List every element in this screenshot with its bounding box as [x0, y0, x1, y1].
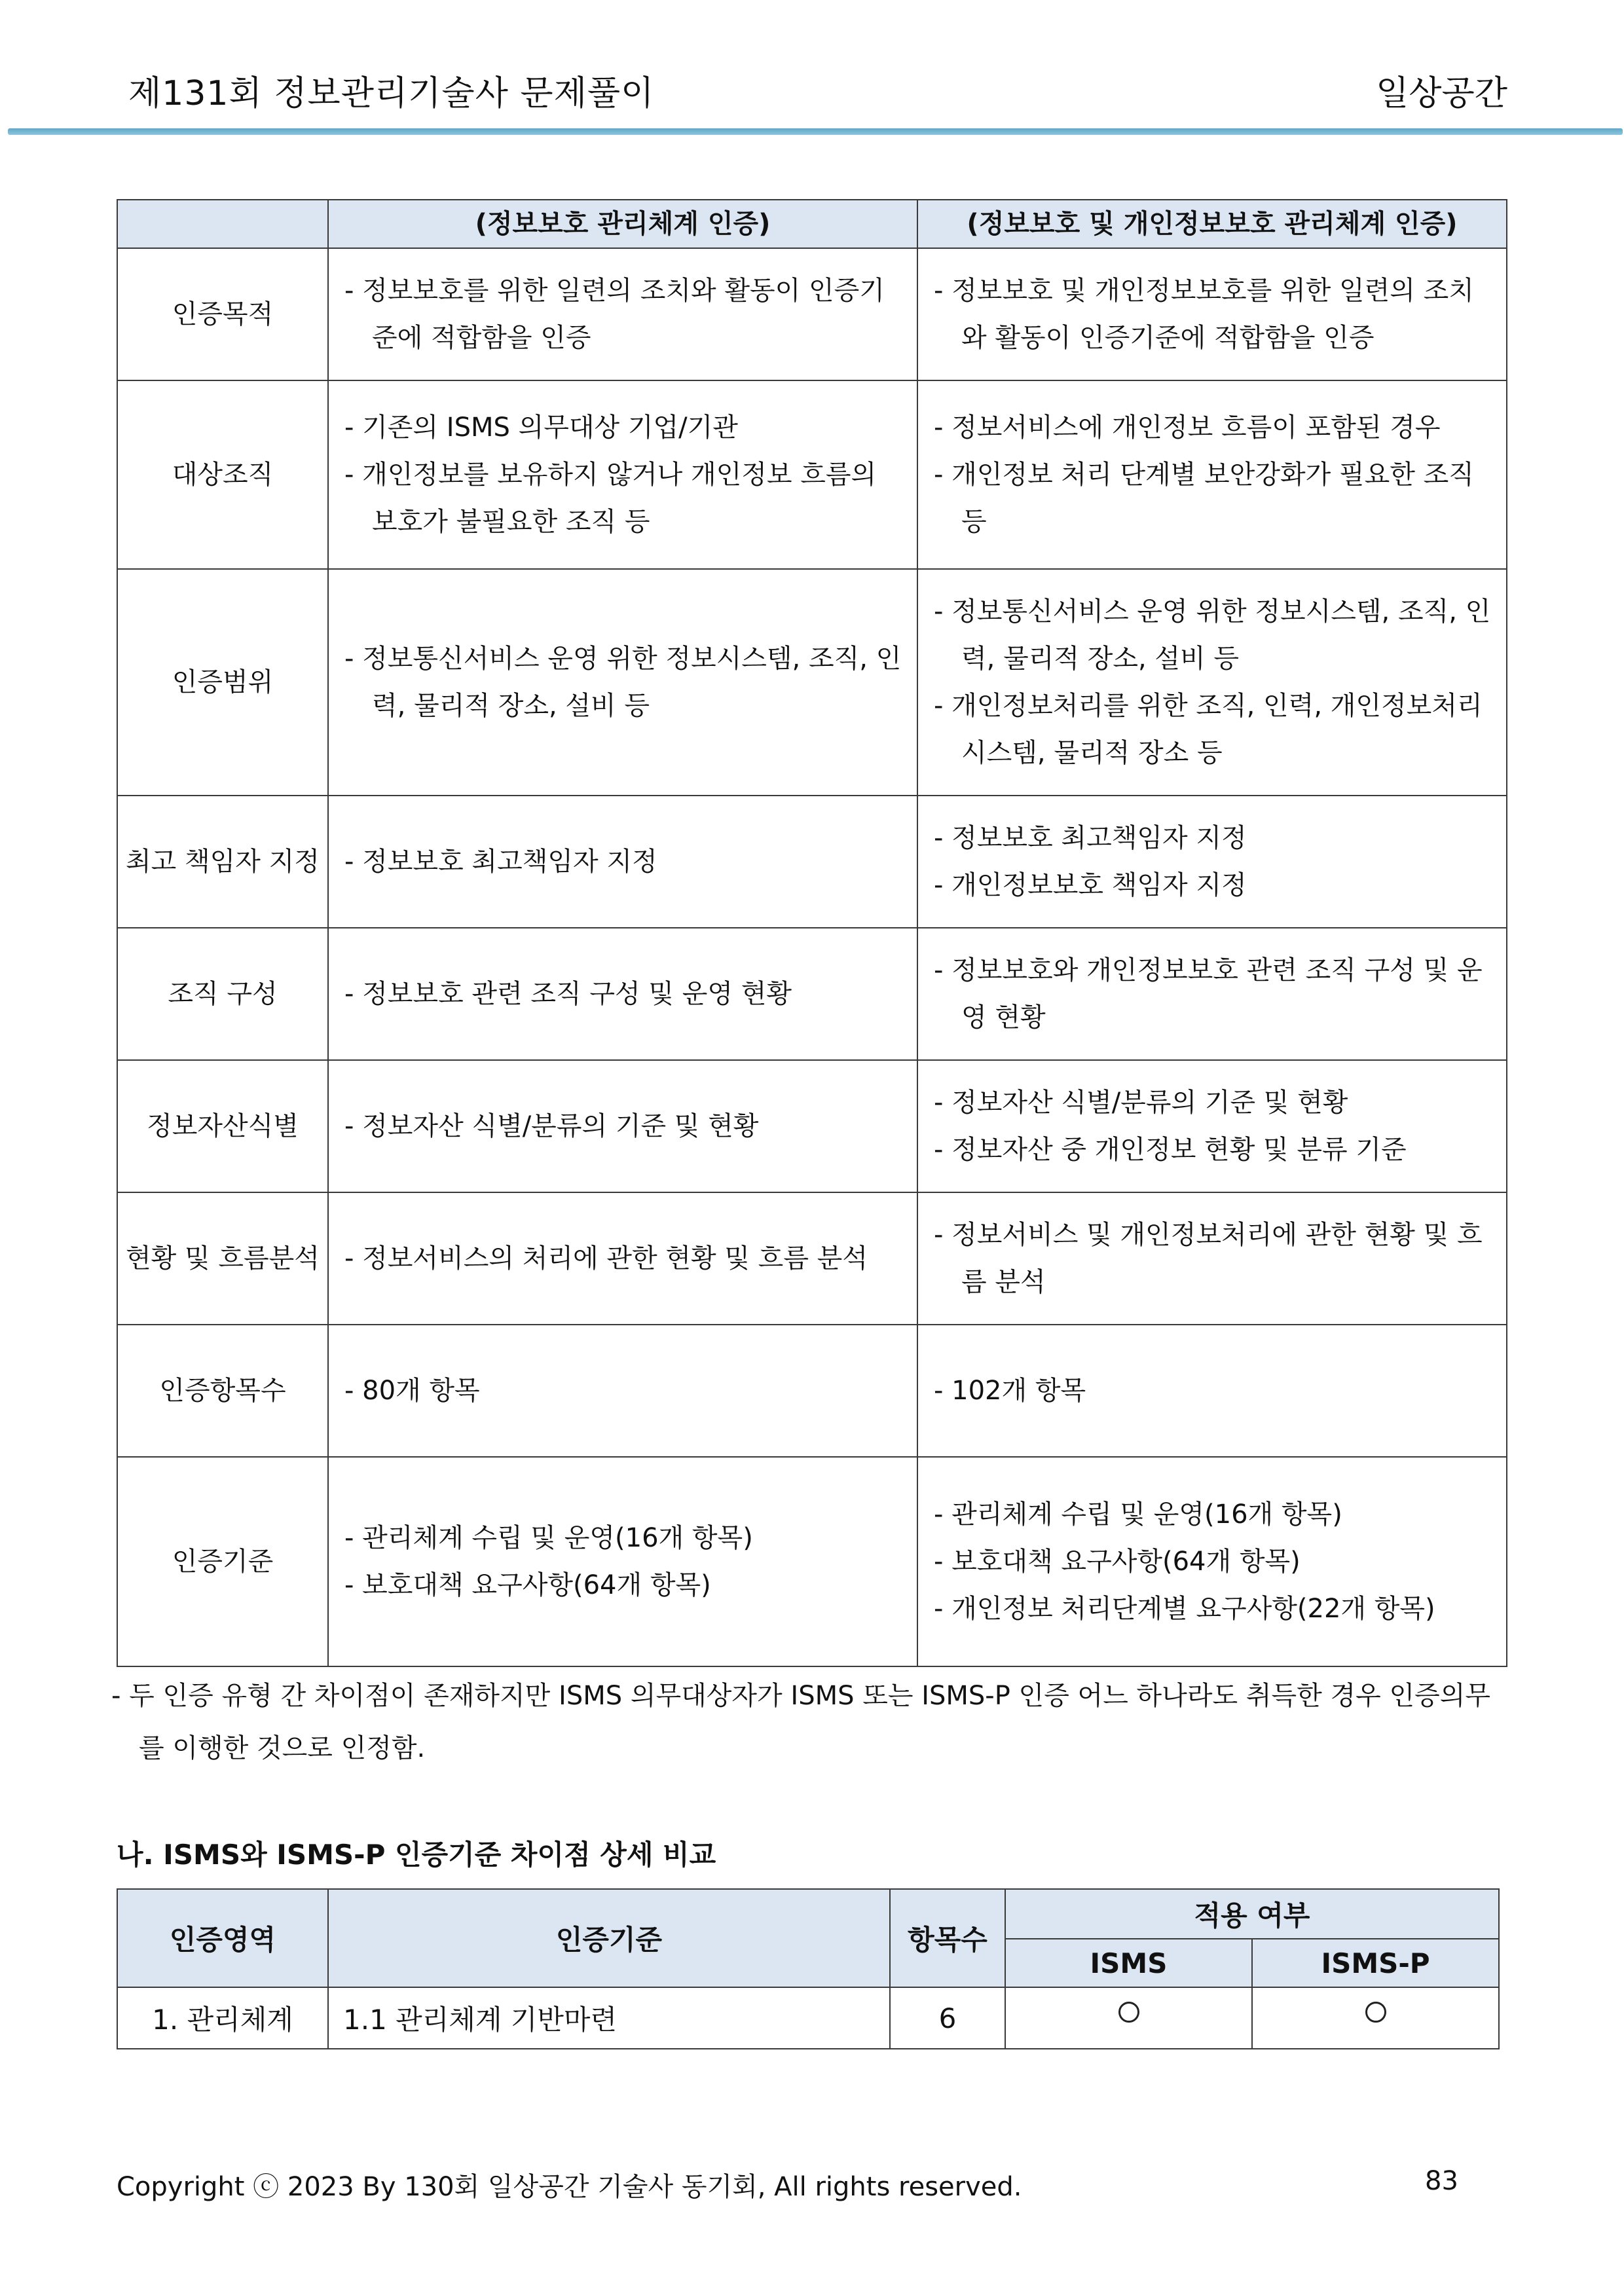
footer-page-number: 83 — [1425, 2166, 1458, 2196]
table-row — [117, 796, 1507, 928]
bullet-item: - 정보보호 최고책임자 지정 — [934, 823, 1247, 853]
isms-cell — [328, 248, 917, 380]
row-label: 조직 구성 — [117, 928, 328, 1060]
table-header-row — [117, 200, 1507, 248]
row-label: 인증목적 — [117, 248, 328, 380]
row-label: 대상조직 — [117, 380, 328, 569]
bullet-item: - 정보보호를 위한 일련의 조치와 활동이 인증기준에 적합함을 인증 — [344, 276, 885, 353]
ismsp-cell — [917, 248, 1507, 380]
bullet-item: - 관리체계 수립 및 운영(16개 항목) — [344, 1523, 753, 1553]
ismsp-cell — [917, 1325, 1507, 1457]
footer-copyright: Copyright ⓒ 2023 By 130회 일상공간 기술사 동기회, All rights reserved. — [117, 2172, 1022, 2202]
ismsp-cell — [917, 1192, 1507, 1325]
std-header-count: 항목수 — [890, 1889, 1005, 1987]
table-row — [117, 1325, 1507, 1457]
bullet-item: - 정보통신서비스 운영 위한 정보시스템, 조직, 인력, 물리적 장소, 설비 등 — [934, 597, 1491, 674]
std-isms-applies-cell — [1005, 1987, 1252, 2049]
std-header-isms: ISMS — [1005, 1939, 1252, 1987]
table-row — [117, 569, 1507, 796]
applies-circle-icon — [1365, 2002, 1386, 2023]
std-header-row-1 — [117, 1889, 1499, 1939]
std-header-applies: 적용 여부 — [1005, 1889, 1499, 1939]
ismsp-cell — [917, 796, 1507, 928]
row-label: 인증범위 — [117, 569, 328, 796]
std-area-cell: 1. 관리체계 — [117, 1987, 328, 2049]
table-row — [117, 380, 1507, 569]
bullet-item: - 정보자산 식별/분류의 기준 및 현황 — [344, 1111, 759, 1141]
std-header-area: 인증영역 — [117, 1889, 328, 1987]
header-divider — [8, 128, 1623, 135]
isms-comparison-table — [117, 199, 1507, 1667]
bullet-item: - 정보서비스에 개인정보 흐름이 포함된 경우 — [934, 413, 1441, 443]
isms-cell — [328, 1457, 917, 1666]
bullet-item: - 개인정보 처리단계별 요구사항(22개 항목) — [934, 1594, 1435, 1624]
bullet-item: - 정보보호 관련 조직 구성 및 운영 현황 — [344, 979, 792, 1009]
std-count-cell: 6 — [890, 1987, 1005, 2049]
section-title: 나. ISMS와 ISMS-P 인증기준 차이점 상세 비교 — [117, 1839, 716, 1871]
isms-cell — [328, 796, 917, 928]
std-header-ismsp: ISMS-P — [1252, 1939, 1499, 1987]
table-row — [117, 1192, 1507, 1325]
bullet-item: - 정보자산 중 개인정보 현황 및 분류 기준 — [934, 1135, 1407, 1165]
bullet-item: - 80개 항목 — [344, 1376, 480, 1406]
isms-cell — [328, 1060, 917, 1192]
row-label: 정보자산식별 — [117, 1060, 328, 1192]
header-cell-isms: (정보보호 관리체계 인증) — [328, 200, 917, 248]
bullet-item: - 정보서비스 및 개인정보처리에 관한 현황 및 흐름 분석 — [934, 1220, 1483, 1297]
bullet-item: - 정보보호 및 개인정보보호를 위한 일련의 조치와 활동이 인증기준에 적합함을 인증 — [934, 276, 1474, 353]
bullet-item: - 정보통신서비스 운영 위한 정보시스템, 조직, 인력, 물리적 장소, 설비 등 — [344, 644, 902, 721]
note-text: - 두 인증 유형 간 차이점이 존재하지만 ISMS 의무대상자가 ISMS 또는 ISMS-P 인증 어느 하나라도 취득한 경우 인증의무를 이행한 것으로 인정함. — [111, 1681, 1491, 1763]
isms-cell — [328, 569, 917, 796]
page-header-title: 제131회 정보관리기술사 문제풀이 — [128, 74, 655, 113]
isms-cell — [328, 1325, 917, 1457]
ismsp-cell — [917, 569, 1507, 796]
isms-cell — [328, 1192, 917, 1325]
bullet-item: - 정보보호와 개인정보보호 관련 조직 구성 및 운영 현황 — [934, 955, 1483, 1033]
table-row — [117, 1060, 1507, 1192]
bullet-item: - 102개 항목 — [934, 1376, 1086, 1406]
applies-circle-icon — [1118, 2002, 1139, 2023]
ismsp-cell — [917, 380, 1507, 569]
row-label: 최고 책임자 지정 — [117, 796, 328, 928]
row-label: 인증항목수 — [117, 1325, 328, 1457]
bullet-item: - 정보자산 식별/분류의 기준 및 현황 — [934, 1088, 1348, 1118]
row-label: 현황 및 흐름분석 — [117, 1192, 328, 1325]
isms-cell — [328, 928, 917, 1060]
standards-table — [117, 1888, 1500, 2049]
bullet-item: - 정보보호 최고책임자 지정 — [344, 847, 657, 877]
ismsp-cell — [917, 1060, 1507, 1192]
note-paragraph — [111, 1670, 1506, 1774]
bullet-item: - 개인정보처리를 위한 조직, 인력, 개인정보처리시스템, 물리적 장소 등 — [934, 691, 1483, 768]
table-row — [117, 928, 1507, 1060]
header-cell-empty — [117, 200, 328, 248]
std-ismsp-applies-cell — [1252, 1987, 1499, 2049]
ismsp-cell — [917, 1457, 1507, 1666]
bullet-item: - 보호대책 요구사항(64개 항목) — [344, 1570, 711, 1600]
bullet-item: - 정보서비스의 처리에 관한 현황 및 흐름 분석 — [344, 1243, 868, 1274]
ismsp-cell — [917, 928, 1507, 1060]
bullet-item: - 관리체계 수립 및 운영(16개 항목) — [934, 1499, 1342, 1530]
bullet-item: - 개인정보보호 책임자 지정 — [934, 870, 1247, 900]
std-row — [117, 1987, 1499, 2049]
bullet-item: - 기존의 ISMS 의무대상 기업/기관 — [344, 413, 738, 443]
table-row — [117, 248, 1507, 380]
bullet-item: - 개인정보를 보유하지 않거나 개인정보 흐름의 보호가 불필요한 조직 등 — [344, 460, 877, 537]
bullet-item: - 개인정보 처리 단계별 보안강화가 필요한 조직 등 — [934, 460, 1474, 537]
table-row — [117, 1457, 1507, 1666]
std-header-criteria: 인증기준 — [328, 1889, 890, 1987]
row-label: 인증기준 — [117, 1457, 328, 1666]
header-cell-ismsp: (정보보호 및 개인정보보호 관리체계 인증) — [917, 200, 1507, 248]
std-criteria-cell: 1.1 관리체계 기반마련 — [328, 1987, 890, 2049]
page-header-right: 일상공간 — [1376, 74, 1507, 113]
isms-cell — [328, 380, 917, 569]
bullet-item: - 보호대책 요구사항(64개 항목) — [934, 1547, 1301, 1577]
